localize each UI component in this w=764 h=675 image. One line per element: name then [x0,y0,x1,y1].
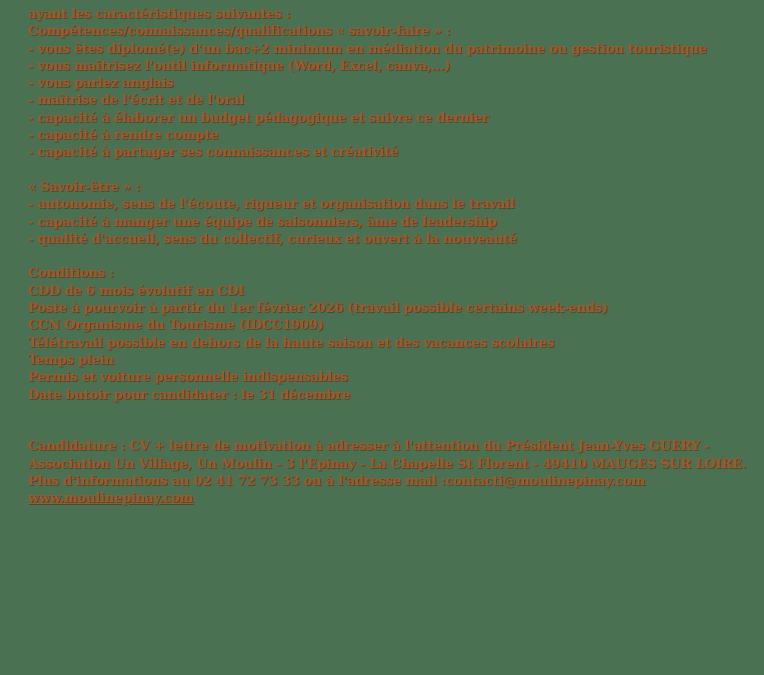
conditions-item: Temps plein [28,352,114,368]
conditions-item: CDD de 6 mois évolutif en CDI [28,283,245,299]
website-line [28,490,744,507]
savoir-faire-item: - capacité à partager ses connaissances et créativité [28,145,399,161]
section-gap [28,404,744,439]
conditions-heading: Conditions : [28,266,114,282]
conditions-item: Permis et voiture personnelle indispensables [28,370,348,386]
savoir-faire-item: - capacité à rendre compte [28,128,219,144]
savoir-faire-item: - vous maîtrisez l'outil informatique (Word, Excel, canva,...) [28,58,451,74]
section-gap [28,162,744,179]
savoir-faire-item: - vous parlez anglais [28,76,174,92]
savoir-etre-item: - qualité d'accueil, sens du collectif, curieux et ouvert à la nouveauté [28,231,517,247]
candidature-line: Plus d'informations au 02 41 72 73 33 ou à l'adresse mail :contacti@moulinepinay.com [28,474,645,490]
savoir-faire-item: - vous êtes diplomé(e) d'un bac+2 minimum en médiation du patrimoine ou gestion touristique [28,41,707,57]
website-link[interactable]: www.moulinepinay.com [28,491,194,507]
conditions-item: Télétravail possible en dehors de la haute saison et des vacances scolaires [28,335,554,351]
savoir-etre-item: - capacité à manger une équipe de saisonniers, âme de leadership [28,214,497,230]
savoir-faire-item: - maîtrise de l'écrit et de l'oral [28,93,244,109]
conditions-item: CCN Organisme du Tourisme (IDCC1909) [28,318,324,334]
candidature-line: Candidature : CV + lettre de motivation à adresser à l'attention du Président Jean-Yves GUERY - [28,439,710,455]
savoir-faire-heading: Compétences/connaissances/qualifications « savoir-faire » : [28,24,451,40]
candidature-line: Association Un Village, Un Moulin - 3 l'Epinay - La Chapelle St Florent - 49410 MAUGES SUR LOIRE. [28,456,747,472]
savoir-faire-item: - capacité à élaborer un budget pédagogique et suivre ce dernier [28,110,489,126]
savoir-etre-item: - autonomie, sens de l'écoute, rigueur et organisation dans le travail [28,197,515,213]
intro-line: ayant les caractéristiques suivantes : [28,7,291,22]
section-gap [28,248,744,265]
savoir-etre-heading: « Savoir-être » : [28,179,140,195]
conditions-item: Poste à pourvoir à partir du 1er février 2026 (travail possible certains week-ends) [28,301,608,317]
conditions-item: Date butoir pour candidater : le 31 décembre [28,387,350,403]
